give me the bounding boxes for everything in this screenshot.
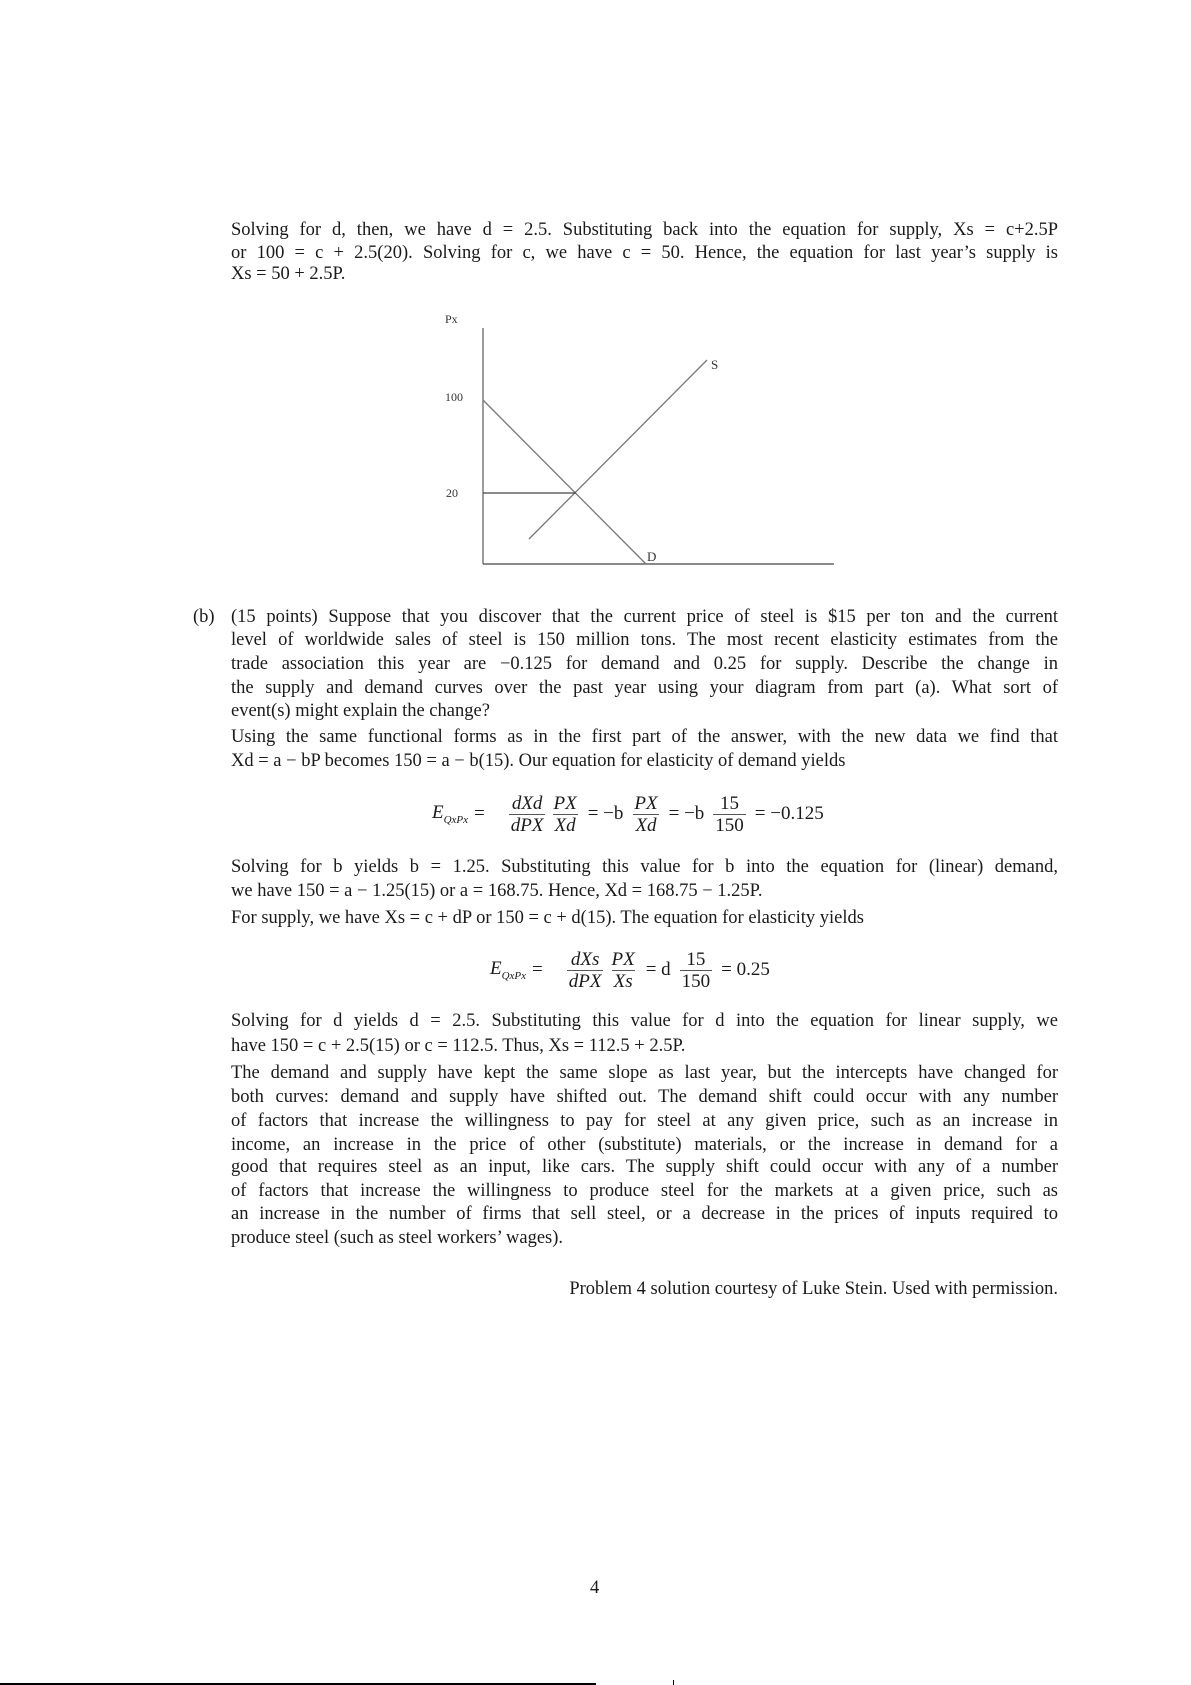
demand-elasticity-equation — [432, 789, 830, 839]
eq-result: = −0.125 — [754, 803, 824, 824]
eq-result: = 0.25 — [721, 959, 770, 980]
text-line: both curves: demand and supply have shifted out. The demand shift could occur with any number — [231, 1087, 1058, 1107]
text-line: an increase in the number of firms that sell steel, or a decrease in the prices of inputs required to — [231, 1204, 1058, 1224]
text-line: Solving for d, then, we have d = 2.5. Substituting back into the equation for supply, Xs = c+2.5P — [231, 220, 1058, 240]
supply-label: S — [711, 357, 719, 372]
text-line: The demand and supply have kept the same slope as last year, but the intercepts have changed for — [231, 1063, 1058, 1083]
tick-label-20: 20 — [446, 486, 458, 500]
text-line: Xs = 50 + 2.5P. — [231, 264, 346, 284]
fraction: $\frac{\text{dXd}}{\text{dPX}}$ — [510, 792, 544, 836]
text-line: of factors that increase the willingness to pay for steel at any given price, such as an increase in — [231, 1111, 1058, 1131]
fraction: $\frac{\text{dXs}}{\text{dPX}}$ — [568, 948, 602, 992]
text-line: we have 150 = a − 1.25(15) or a = 168.75. Hence, Xd = 168.75 − 1.25P. — [231, 881, 763, 901]
supply-demand-diagram — [0, 0, 1191, 600]
eq-lhs: $E_{QxPx}$ — [432, 802, 469, 826]
eq-lhs: $E_{QxPx}$ — [490, 958, 527, 982]
fraction: $\frac{15}{150}$ — [681, 948, 711, 992]
text-line: Using the same functional forms as in the first part of the answer, with the new data we find that — [231, 727, 1058, 747]
text-line: Xd = a − bP becomes 150 = a − b(15). Our equation for elasticity of demand yields — [231, 751, 846, 771]
text-line: event(s) might explain the change? — [231, 701, 490, 721]
page-number: 4 — [590, 1578, 600, 1598]
demand-label: D — [647, 549, 657, 564]
demand-curve — [483, 400, 646, 564]
supply-elasticity-equation — [490, 945, 776, 995]
text-line: level of worldwide sales of steel is 150 million tons. The most recent elasticity estimates from the — [231, 630, 1058, 650]
text-line: produce steel (such as steel workers’ wages). — [231, 1228, 564, 1248]
supply-curve — [529, 360, 707, 539]
part-b-label: (b) — [193, 607, 215, 627]
text-line: have 150 = c + 2.5(15) or c = 112.5. Thus, Xs = 112.5 + 2.5P. — [231, 1036, 686, 1056]
fraction: $\frac{PX}{Xd}$ — [634, 792, 658, 836]
y-axis-label: Px — [445, 312, 458, 326]
text-line: For supply, we have Xs = c + dP or 150 = c + d(15). The equation for elasticity yields — [231, 908, 864, 928]
text-line: Solving for d yields d = 2.5. Substituting this value for d into the equation for linear supply, we — [231, 1011, 1058, 1031]
eq-operator: = d — [645, 959, 671, 980]
text-line: Solving for b yields b = 1.25. Substituting this value for b into the equation for (linear) demand, — [231, 857, 1058, 877]
text-line: good that requires steel as an input, like cars. The supply shift could occur with any of a number — [231, 1157, 1058, 1177]
fraction: $\frac{15}{150}$ — [715, 792, 744, 836]
eq-operator: = −b — [668, 803, 705, 824]
credit-line: Problem 4 solution courtesy of Luke Stein. Used with permission. — [569, 1279, 1058, 1299]
text-line: income, an increase in the price of other (substitute) materials, or the increase in demand for a — [231, 1135, 1058, 1155]
text-line: or 100 = c + 2.5(20). Solving for c, we have c = 50. Hence, the equation for last year’s supply is — [231, 243, 1058, 263]
text-line: (15 points) Suppose that you discover that the current price of steel is $15 per ton and the current — [231, 607, 1058, 627]
fraction: $\frac{PX}{Xd}$ — [553, 792, 577, 836]
eq-sign: = — [532, 959, 543, 980]
eq-operator: = −b — [587, 803, 624, 824]
tick-label-100: 100 — [445, 390, 463, 404]
text-line: of factors that increase the willingness to produce steel for the markets at a given price, such as — [231, 1181, 1058, 1201]
text-line: trade association this year are −0.125 for demand and 0.25 for supply. Describe the change in — [231, 654, 1058, 674]
fraction: $\frac{PX}{Xs}$ — [611, 948, 635, 992]
text-line: the supply and demand curves over the past year using your diagram from part (a). What sort of — [231, 678, 1058, 698]
footer-tick — [673, 1680, 674, 1685]
eq-sign: = — [474, 803, 485, 824]
